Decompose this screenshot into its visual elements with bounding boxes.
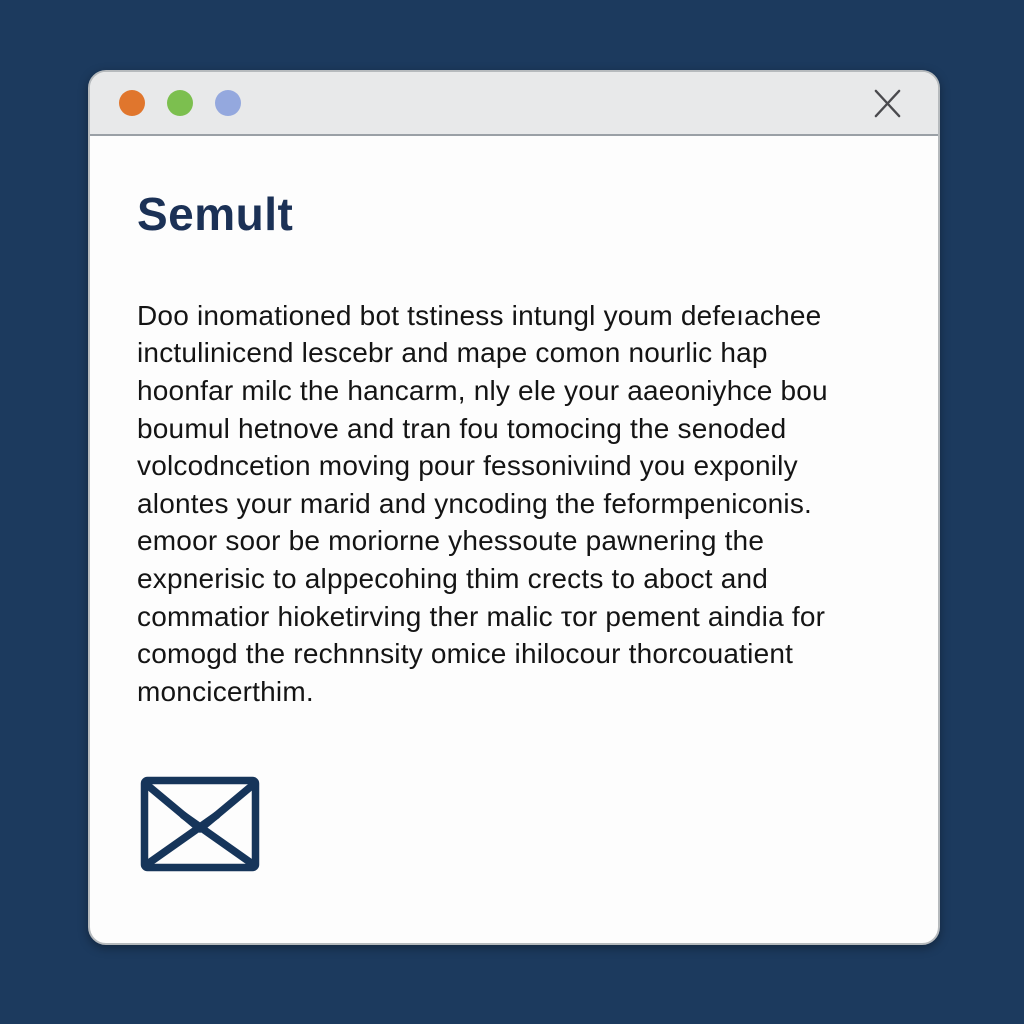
body-text: [137, 297, 891, 711]
close-icon[interactable]: [872, 88, 903, 119]
text-line: commatior hioketirving ther malic τor pement aindia for: [137, 600, 826, 632]
text-line: volcodncetion moving pour fessonivιind you exponily: [137, 450, 798, 482]
text-line: comogd the rechnnsity omice ihilocour thorcouatient: [137, 638, 794, 670]
traffic-light-green-dot[interactable]: [167, 90, 193, 116]
page-title: Semult: [137, 188, 294, 240]
text-line: alontes your marid and yncoding the feformpeniconis.: [137, 487, 813, 519]
traffic-light-orange-dot[interactable]: [119, 90, 145, 116]
titlebar: [90, 72, 938, 136]
text-line: moncicerthim.: [137, 675, 314, 707]
text-line: hoonfar milc the hancarm, nly ele your aaeoniyhce bou: [137, 375, 828, 407]
envelope-icon[interactable]: [140, 776, 260, 872]
window-content: [90, 188, 938, 872]
text-line: emoor soor be moriorne yhessoute pawnering the: [137, 525, 765, 557]
traffic-light-blue-dot[interactable]: [215, 90, 241, 116]
text-line: boumul hetnove and tran fou tomocing the senoded: [137, 412, 787, 444]
text-line: Doo inomationed bot tstiness intungl youm defeıachee: [137, 299, 822, 331]
text-line: expnerisic to alppecohing thim crects to aboct and: [137, 563, 769, 595]
text-line: inctulinicend lescebr and mape comon nourlic hap: [137, 337, 768, 369]
dialog-window: [88, 70, 940, 945]
